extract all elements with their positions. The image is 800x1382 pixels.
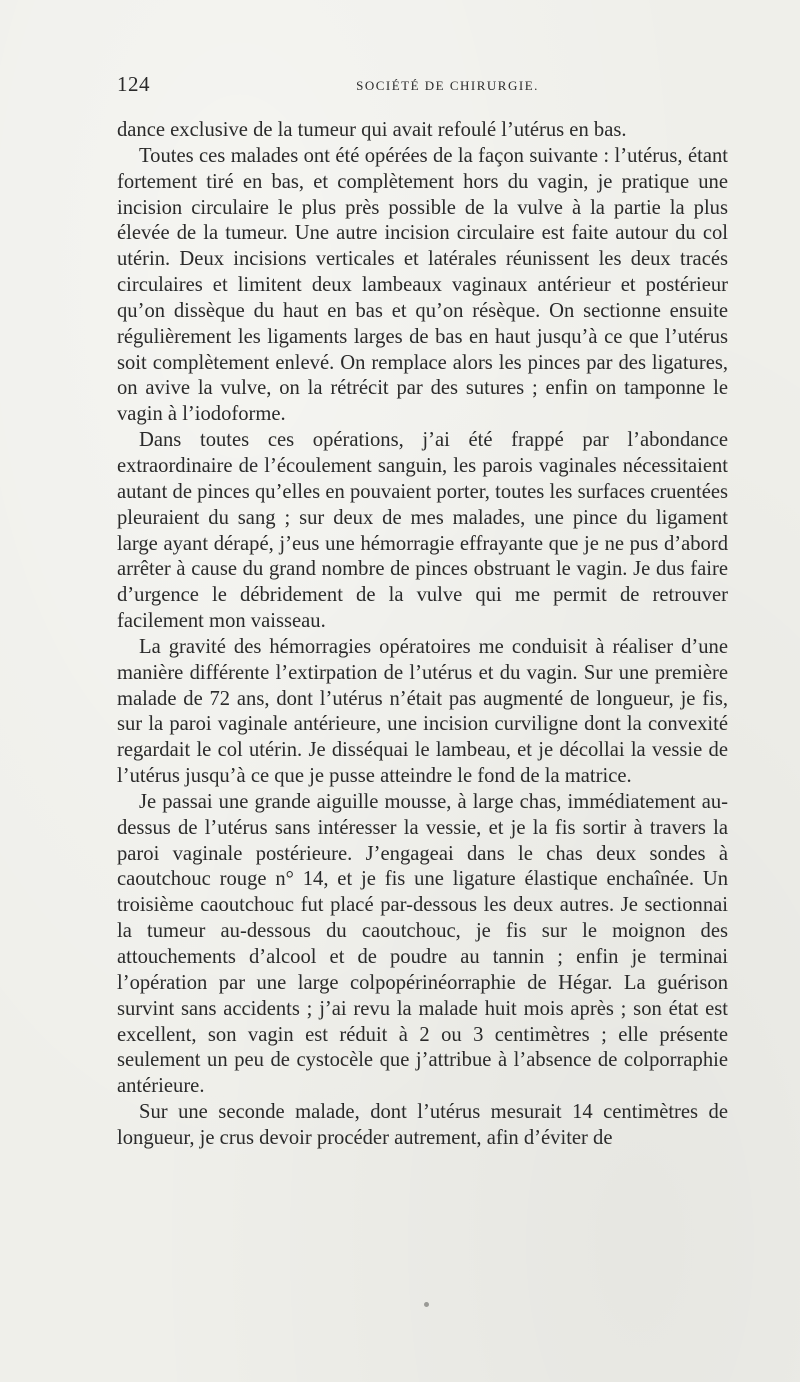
paper-speck <box>424 1302 429 1307</box>
paragraph-second-patient: Sur une seconde malade, dont l’utérus mesurait 14 centimètres de longueur, je crus devoir procéder autrement, afin d’éviter de <box>117 1101 728 1149</box>
paragraph-ligature: Je passai une grande aiguille mousse, à large chas, immédiatement au-dessus de l’utérus sans intéresser la vessie, et je la fis sortir à travers la paroi vaginale postérieure. J’engageai dans le chas deux sondes à caoutchouc rouge n° 14, et je fis une ligature élastique enchaînée. Un troisième caoutchouc fut placé par-dessous les deux autres. Je sectionnai la tumeur au-dessous du caoutchouc, je fis sur le moignon des attouchements d’alcool et de poudre au tannin ; enfin je terminai l’opération par une large colpopérinéorraphie de Hégar. La guérison survint sans accidents ; j’ai revu la malade huit mois après ; son état est excellent, son vagin est réduit à 2 ou 3 centimètres ; elle présente seulement un peu de cystocèle que j’attribue à l’absence de colporraphie antérieure. <box>117 790 728 1098</box>
running-head: SOCIÉTÉ DE CHIRURGIE. <box>356 78 539 93</box>
paragraph-continuation: dance exclusive de la tumeur qui avait refoulé l’utérus en bas. <box>117 119 627 141</box>
body-text <box>117 118 728 1152</box>
paragraph-hemorrhage: Dans toutes ces opérations, j’ai été frappé par l’abondance extraordinaire de l’écoulement sanguin, les parois vaginales nécessitaient autant de pinces qu’elles en pouvaient porter, toutes les surfaces cruentées pleuraient du sang ; sur deux de mes malades, une pince du ligament large ayant dérapé, j’eus une hémorragie effrayante que je ne pus d’abord arrêter à cause du grand nombre de pinces obstruant le vagin. Je dus faire d’urgence le débridement de la vulve qui me permit de retrouver facilement mon vaisseau. <box>117 429 728 633</box>
page-header <box>117 72 728 102</box>
paragraph-operation-method: Toutes ces malades ont été opérées de la façon suivante : l’utérus, étant fortement tiré en bas, et complètement hors du vagin, je pratique une incision circulaire le plus près possible de la vulve à la partie la plus élevée de la tumeur. Une autre incision circulaire est faite autour du col utérin. Deux incisions verticales et latérales réunissent les deux tracés circulaires et limitent deux lambeaux vaginaux antérieur et postérieur qu’on dissèque du haut en bas et qu’on résèque. On sectionne ensuite régulièrement les ligaments larges de bas en haut jusqu’à ce que l’utérus soit complètement enlevé. On remplace alors les pinces par des ligatures, on avive la vulve, on la rétrécit par des sutures ; enfin on tamponne le vagin à l’iodoforme. <box>117 144 728 426</box>
page-number: 124 <box>117 72 150 96</box>
paragraph-first-patient: La gravité des hémorragies opératoires me conduisit à réaliser d’une manière différente l’extirpation de l’utérus et du vagin. Sur une première malade de 72 ans, dont l’utérus n’était pas augmenté de longueur, je fis, sur la paroi vaginale antérieure, une incision curviligne dont la convexité regardait le col utérin. Je disséquai le lambeau, et je décollai la vessie de l’utérus jusqu’à ce que je pusse atteindre le fond de la matrice. <box>117 635 728 788</box>
